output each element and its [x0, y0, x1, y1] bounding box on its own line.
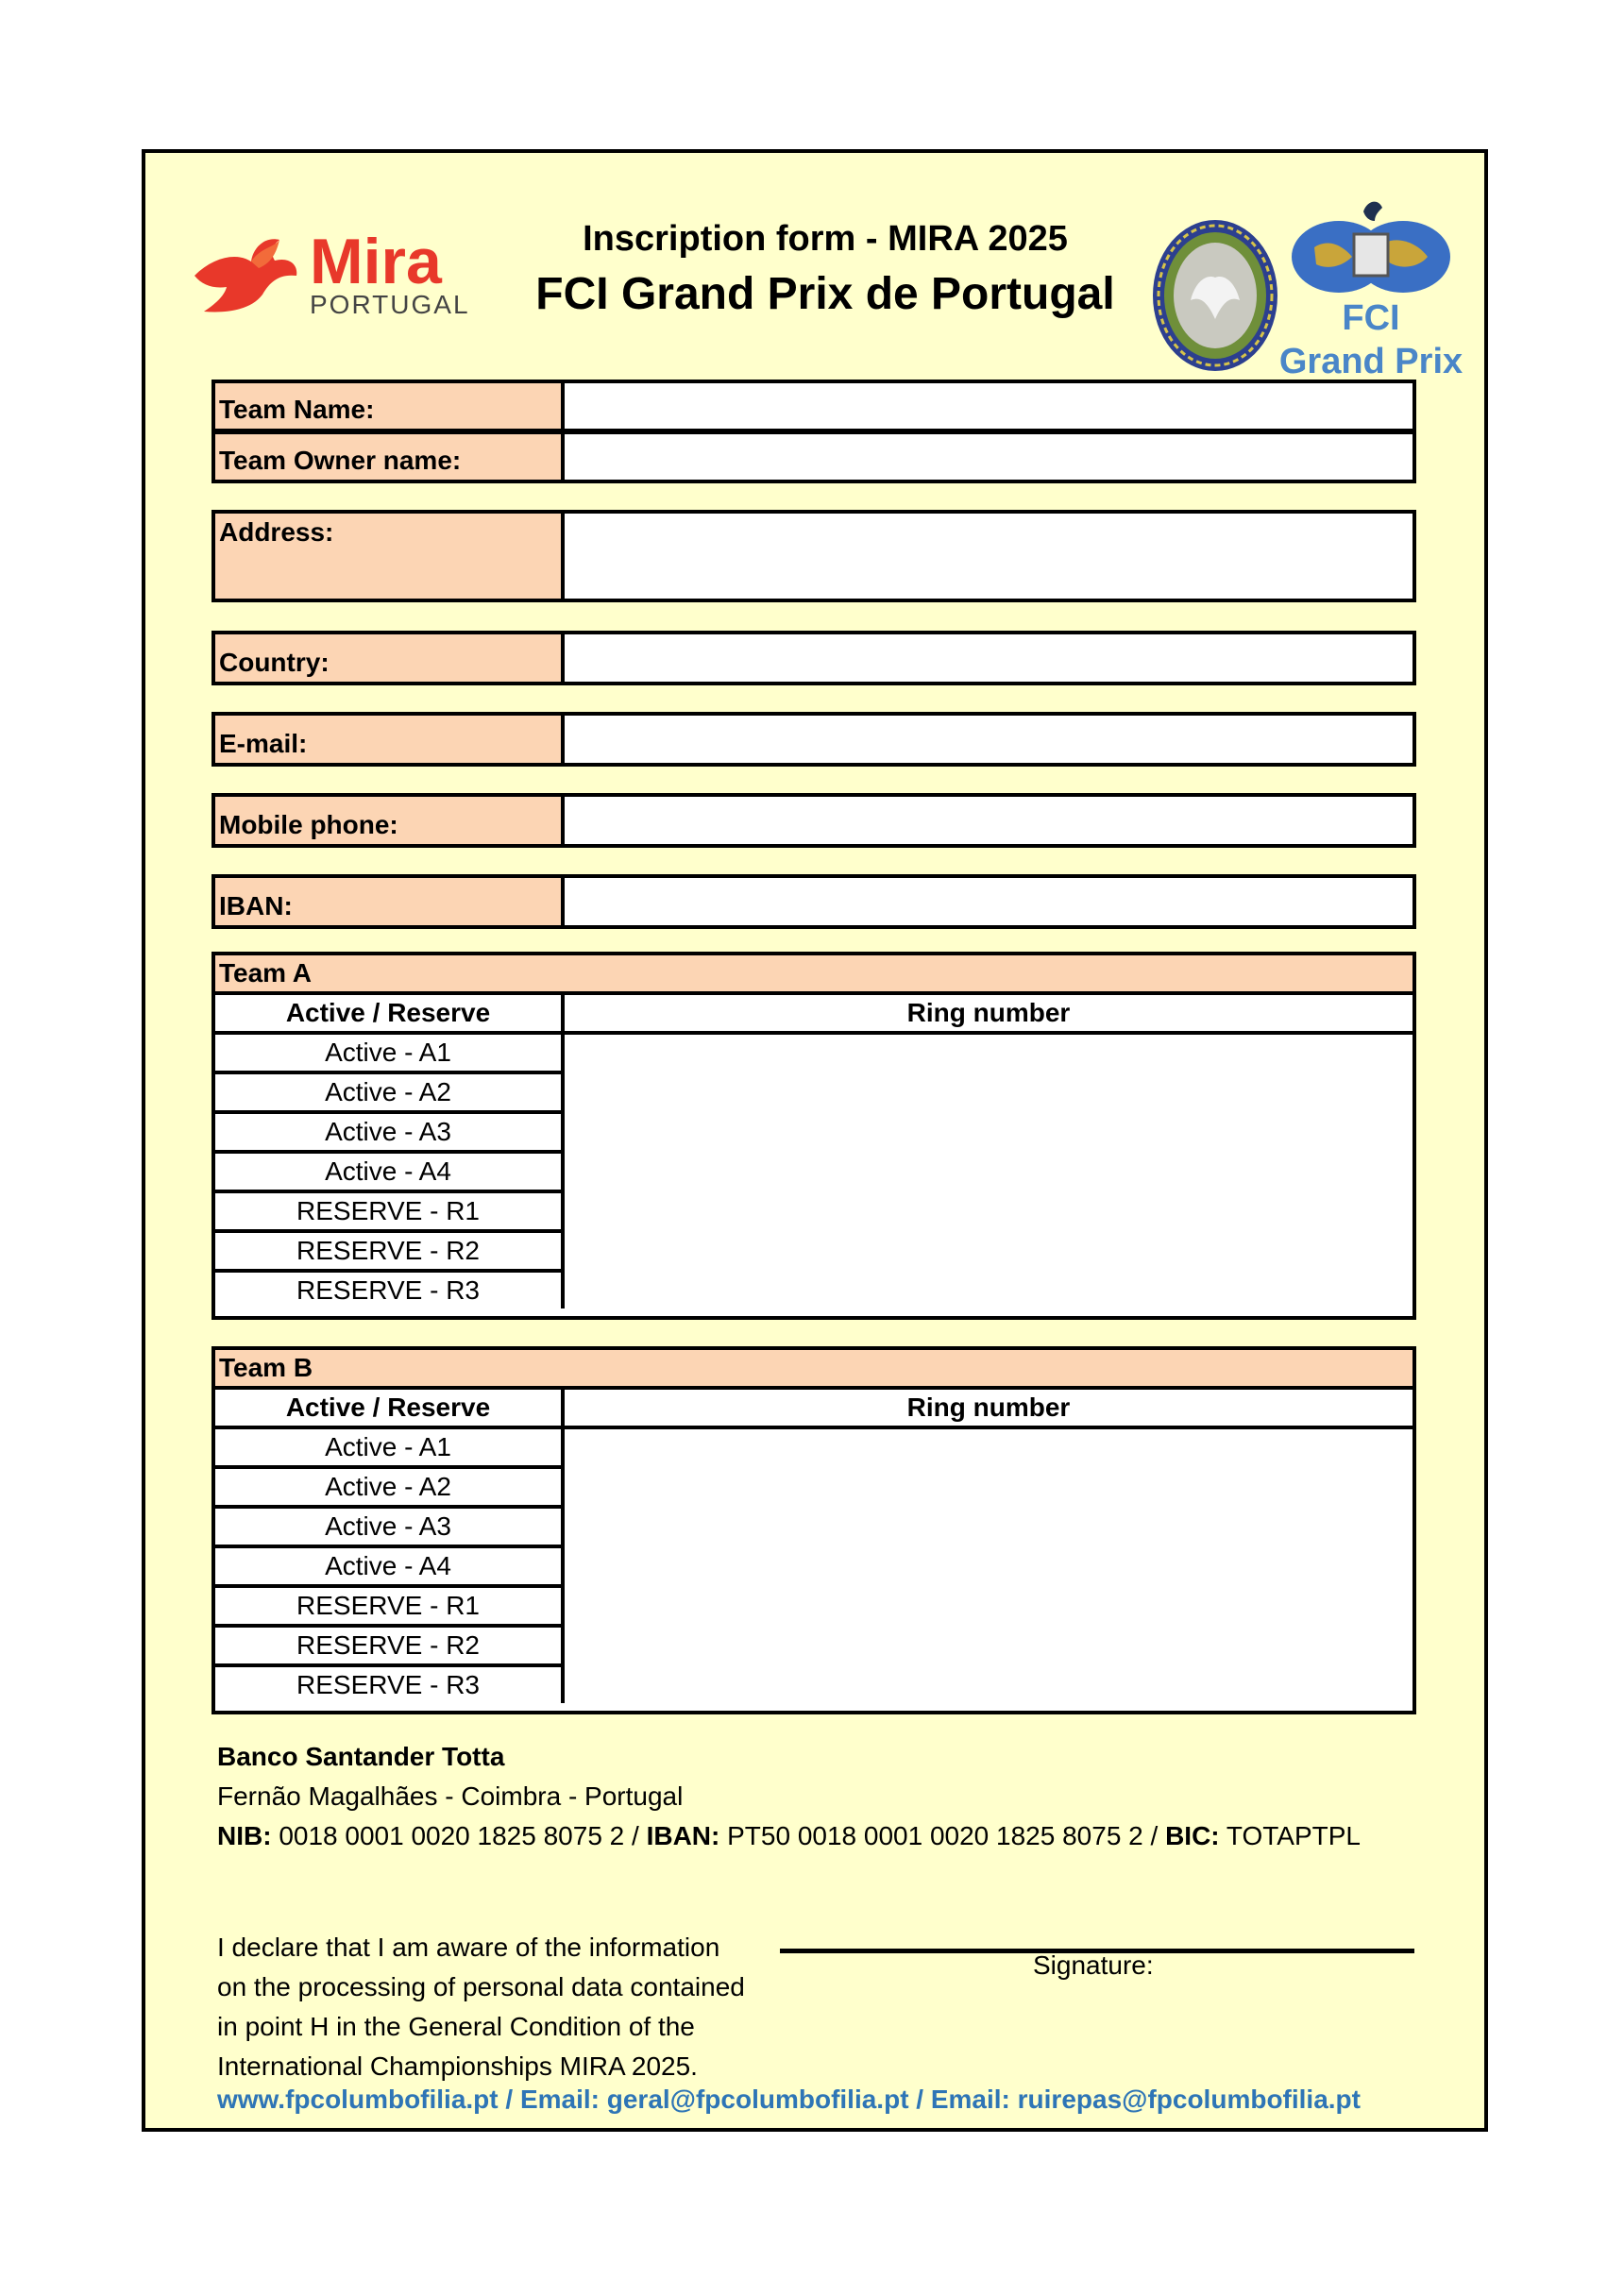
team-b-slot: RESERVE - R2	[215, 1628, 561, 1667]
mobile-row	[211, 793, 1416, 848]
nib-value: 0018 0001 0020 1825 8075 2 /	[271, 1821, 647, 1850]
team-a-col-active-reserve: Active / Reserve	[215, 995, 565, 1031]
fci-logo-line2: Grand Prix	[1278, 342, 1463, 381]
declaration-line: on the processing of personal data contained	[217, 1972, 745, 2001]
iban-field[interactable]	[565, 878, 1413, 925]
team-a-slot: Active - A3	[215, 1114, 561, 1154]
team-b-slot: Active - A1	[215, 1429, 561, 1469]
contact-links[interactable]: www.fpcolumbofilia.pt / Email: geral@fpcolumbofilia.pt / Email: ruirepas@fpcolumbofilia.pt	[217, 2085, 1361, 2114]
team-b-slot: Active - A3	[215, 1509, 561, 1548]
email-field[interactable]	[565, 716, 1413, 763]
team-a-slot: Active - A4	[215, 1154, 561, 1193]
bic-value: TOTAPTPL	[1219, 1821, 1362, 1850]
fci-grand-prix-logo-text	[1277, 296, 1465, 383]
email-label: E-mail:	[215, 716, 565, 763]
team-b-slot-list	[215, 1429, 565, 1703]
team-a-col-ring-number: Ring number	[906, 998, 1071, 1027]
country-row	[211, 631, 1416, 685]
team-b-table	[211, 1346, 1416, 1714]
team-a-title: Team A	[215, 955, 1413, 995]
team-a-slot: RESERVE - R2	[215, 1233, 561, 1273]
mobile-label: Mobile phone:	[215, 797, 565, 844]
team-owner-field[interactable]	[565, 434, 1413, 480]
team-b-col-ring-number: Ring number	[906, 1393, 1071, 1422]
bic-label: BIC:	[1165, 1821, 1220, 1850]
address-field[interactable]	[565, 514, 1413, 599]
nib-label: NIB:	[217, 1821, 272, 1850]
privacy-declaration	[217, 1928, 784, 2086]
team-b-slot: RESERVE - R1	[215, 1588, 561, 1628]
team-a-header-row	[215, 995, 1413, 1035]
form-title: Inscription form - MIRA 2025	[583, 219, 1068, 259]
team-a-slot: Active - A2	[215, 1074, 561, 1114]
iban-row	[211, 874, 1416, 929]
bank-name: Banco Santander Totta	[217, 1742, 505, 1771]
team-b-col-active-reserve: Active / Reserve	[215, 1390, 565, 1426]
form-subtitle: FCI Grand Prix de Portugal	[535, 269, 1115, 319]
team-name-row	[211, 380, 1416, 432]
iban-code-label: IBAN:	[646, 1821, 720, 1850]
team-b-header-row	[215, 1390, 1413, 1429]
team-b-slot: RESERVE - R3	[296, 1670, 480, 1699]
bank-address: Fernão Magalhães - Coimbra - Portugal	[217, 1781, 684, 1811]
declaration-line: I declare that I am aware of the information	[217, 1933, 720, 1962]
declaration-line: International Championships MIRA 2025.	[217, 2051, 698, 2081]
bank-codes	[217, 1816, 1361, 1856]
team-a-slot: RESERVE - R3	[296, 1275, 480, 1305]
team-a-slot: Active - A1	[215, 1035, 561, 1074]
team-a-slot: RESERVE - R1	[215, 1193, 561, 1233]
address-row	[211, 510, 1416, 602]
team-name-field[interactable]	[565, 383, 1413, 429]
declaration-line: in point H in the General Condition of the	[217, 2012, 695, 2041]
email-row	[211, 712, 1416, 767]
team-b-title: Team B	[215, 1350, 1413, 1390]
signature-label: Signature:	[1033, 1950, 1154, 1980]
fci-logo-line1: FCI	[1342, 298, 1400, 338]
team-a-table	[211, 952, 1416, 1320]
mira-logo-subtext: PORTUGAL	[310, 290, 470, 319]
team-b-slot: Active - A2	[215, 1469, 561, 1509]
inscription-form	[142, 149, 1488, 2132]
team-a-ring-number-field[interactable]	[565, 1035, 1413, 1308]
team-name-label: Team Name:	[215, 383, 565, 429]
bank-details	[217, 1737, 1361, 1856]
federation-seal-icon	[1148, 215, 1282, 376]
team-owner-row	[211, 430, 1416, 483]
team-owner-label: Team Owner name:	[215, 434, 565, 480]
mira-logo-text: Mira	[310, 226, 442, 297]
iban-code-value: PT50 0018 0001 0020 1825 8075 2 /	[719, 1821, 1166, 1850]
country-label: Country:	[215, 634, 565, 682]
team-b-slot: Active - A4	[215, 1548, 561, 1588]
address-label: Address:	[215, 514, 565, 599]
team-b-ring-number-field[interactable]	[565, 1429, 1413, 1703]
mobile-field[interactable]	[565, 797, 1413, 844]
team-a-slot-list	[215, 1035, 565, 1308]
country-field[interactable]	[565, 634, 1413, 682]
iban-label: IBAN:	[215, 878, 565, 925]
